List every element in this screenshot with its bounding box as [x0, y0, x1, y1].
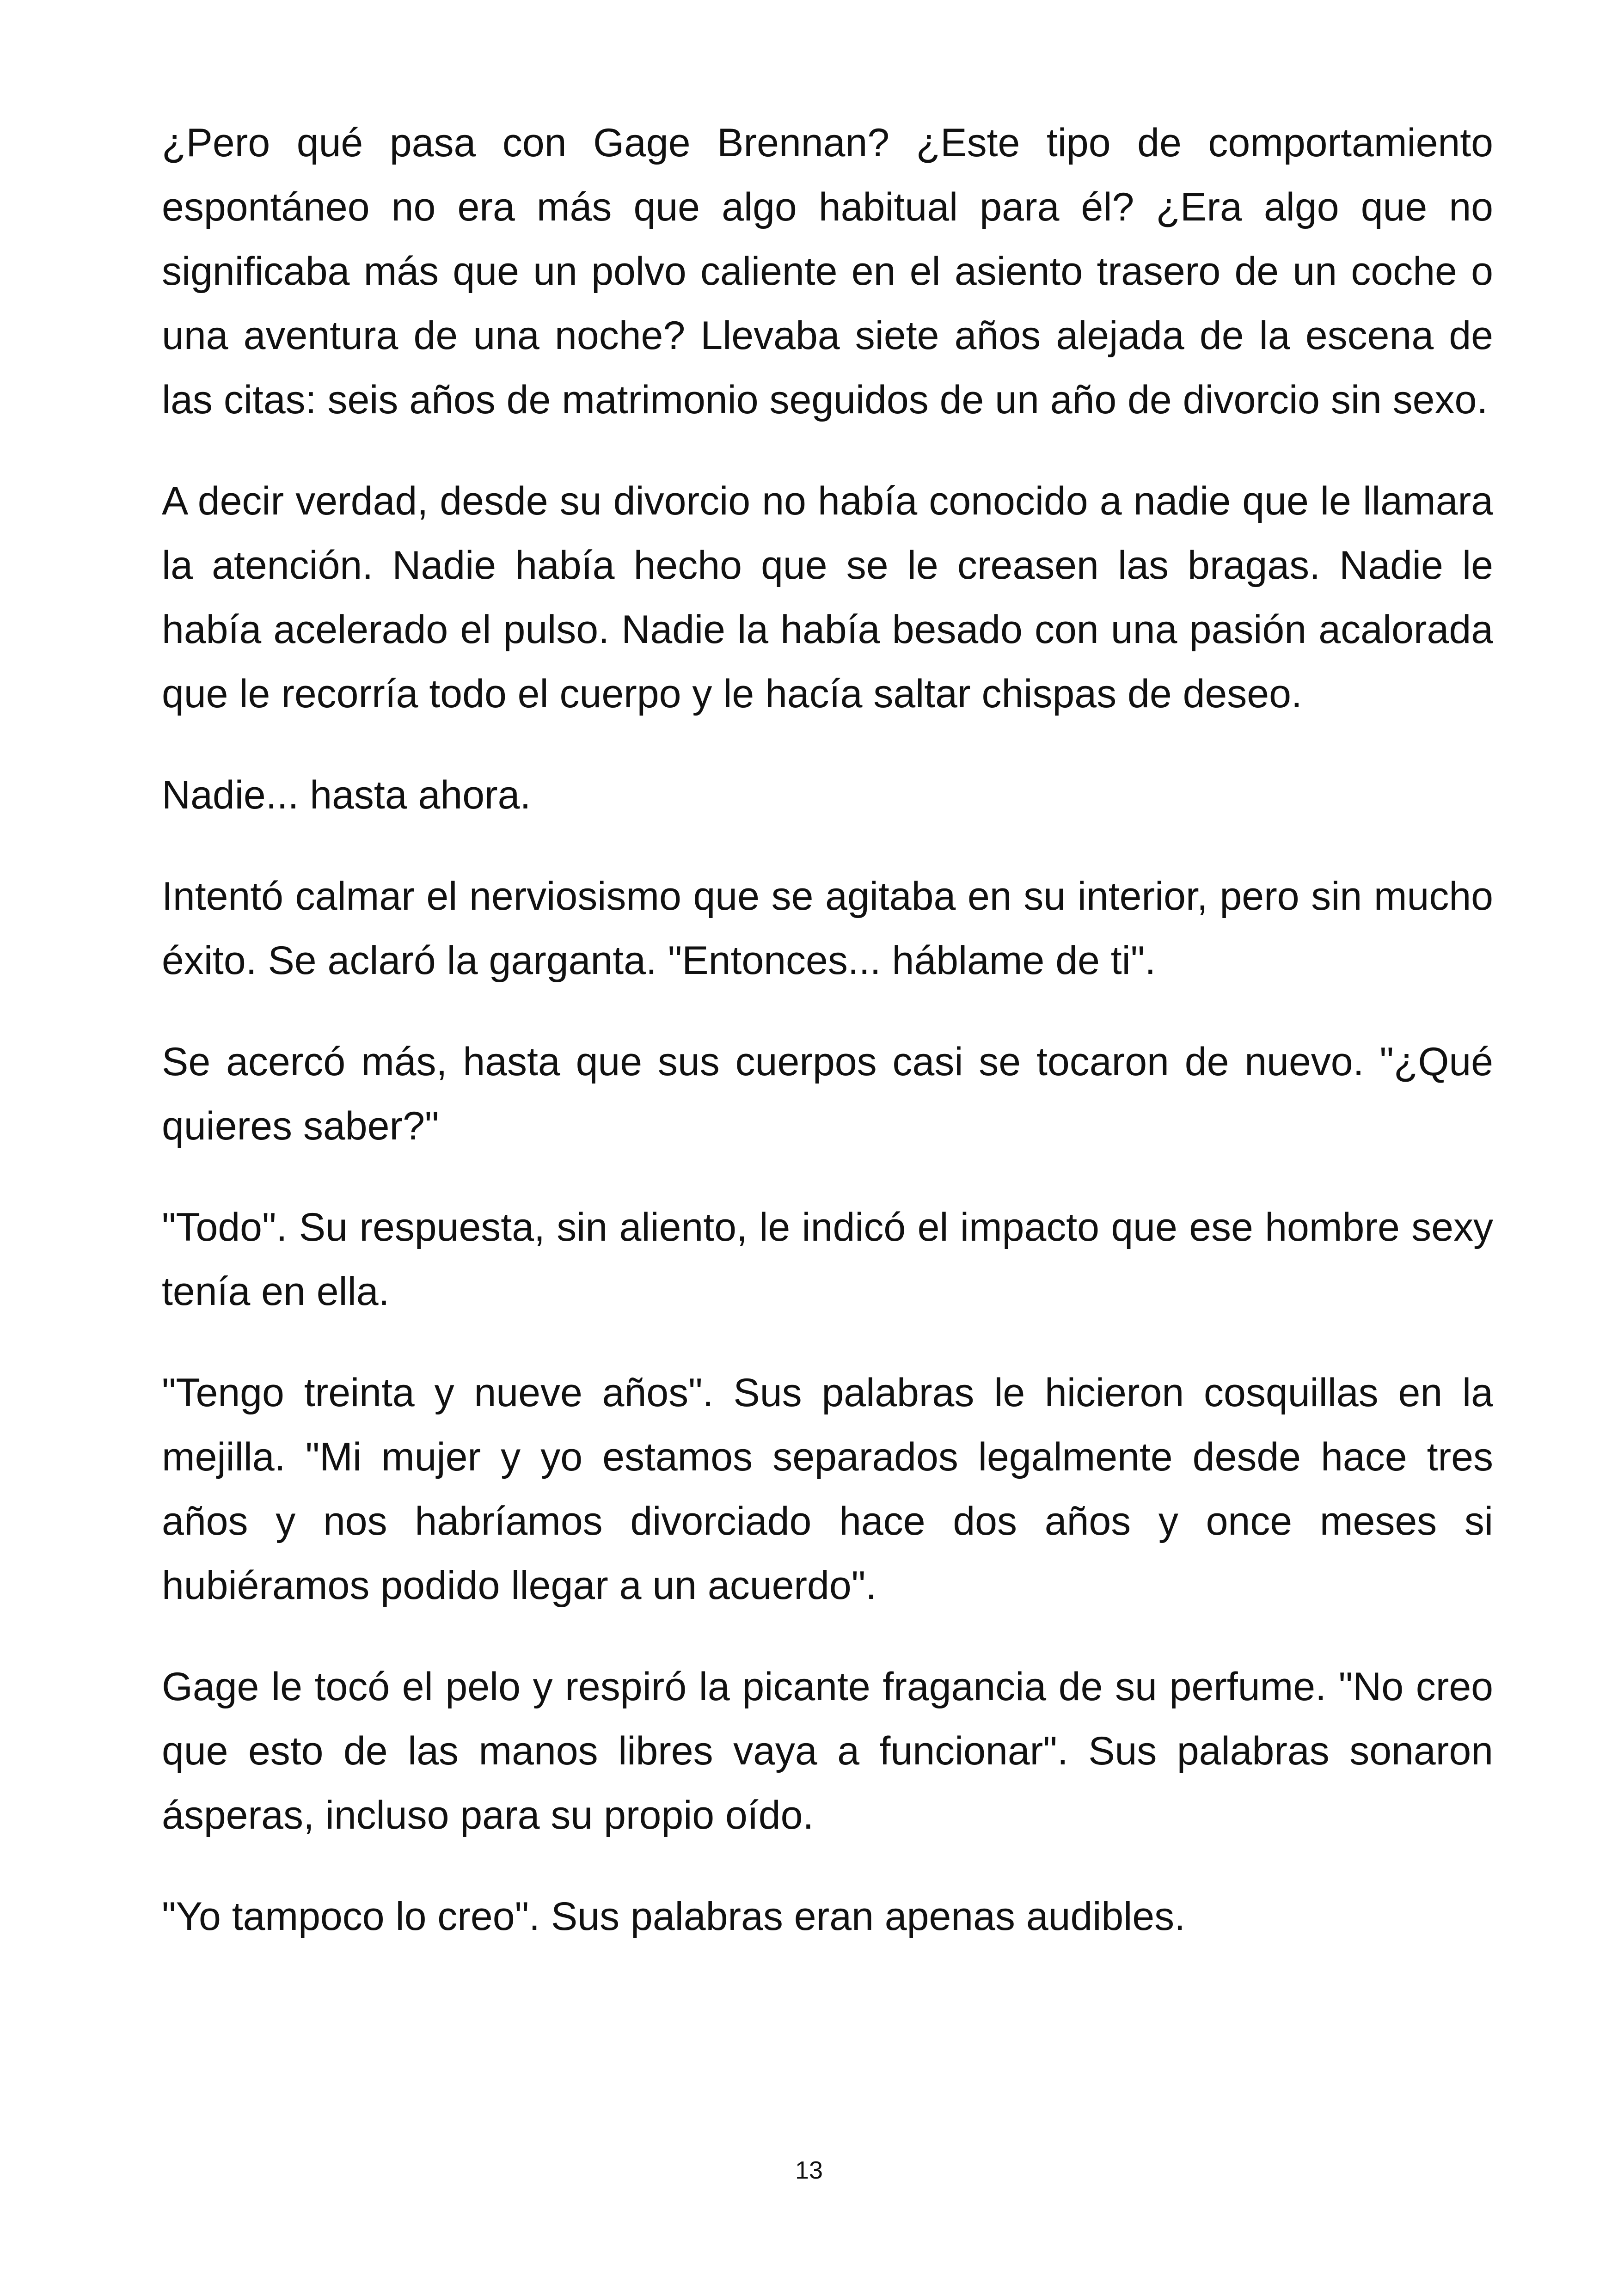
- paragraph-8: Gage le tocó el pelo y respiró la picante fragancia de su perfume. "No creo que esto de las manos libres vaya a funcionar". Sus palabras sonaron ásperas, incluso para su propio oído.: [162, 1665, 1493, 1837]
- page-number: 13: [795, 2156, 823, 2184]
- paragraph-7: "Tengo treinta y nueve años". Sus palabras le hicieron cosquillas en la mejilla. "Mi mujer y yo estamos separados legalmente desde hace tres años y nos habríamos divorciado hace dos años y once meses si hubiéramos podido llegar a un acuerdo".: [162, 1371, 1493, 1608]
- paragraph-2: A decir verdad, desde su divorcio no había conocido a nadie que le llamara la atención. Nadie había hecho que se le creasen las bragas. Nadie le había acelerado el pulso. Nadie la había besado con una pasión acalorada que le recorría todo el cuerpo y le hacía saltar chispas de deseo.: [162, 479, 1493, 716]
- paragraph-1: ¿Pero qué pasa con Gage Brennan? ¿Este tipo de comportamiento espontáneo no era más que algo habitual para él? ¿Era algo que no significaba más que un polvo caliente en el asiento trasero de un coche o una aventura de una noche? Llevaba siete años alejada de la escena de las citas: seis años de matrimonio seguidos de un año de divorcio sin sexo.: [162, 121, 1493, 422]
- paragraph-6: "Todo". Su respuesta, sin aliento, le indicó el impacto que ese hombre sexy tenía en ella.: [162, 1205, 1493, 1314]
- text-body: [162, 111, 1493, 1986]
- paragraph-3: Nadie... hasta ahora.: [162, 773, 531, 817]
- paragraph-5: Se acercó más, hasta que sus cuerpos casi se tocaron de nuevo. "¿Qué quieres saber?": [162, 1040, 1493, 1148]
- paragraph-4: Intentó calmar el nerviosismo que se agitaba en su interior, pero sin mucho éxito. Se aclaró la garganta. "Entonces... háblame de ti".: [162, 874, 1493, 983]
- paragraph-9: "Yo tampoco lo creo". Sus palabras eran apenas audibles.: [162, 1894, 1186, 1939]
